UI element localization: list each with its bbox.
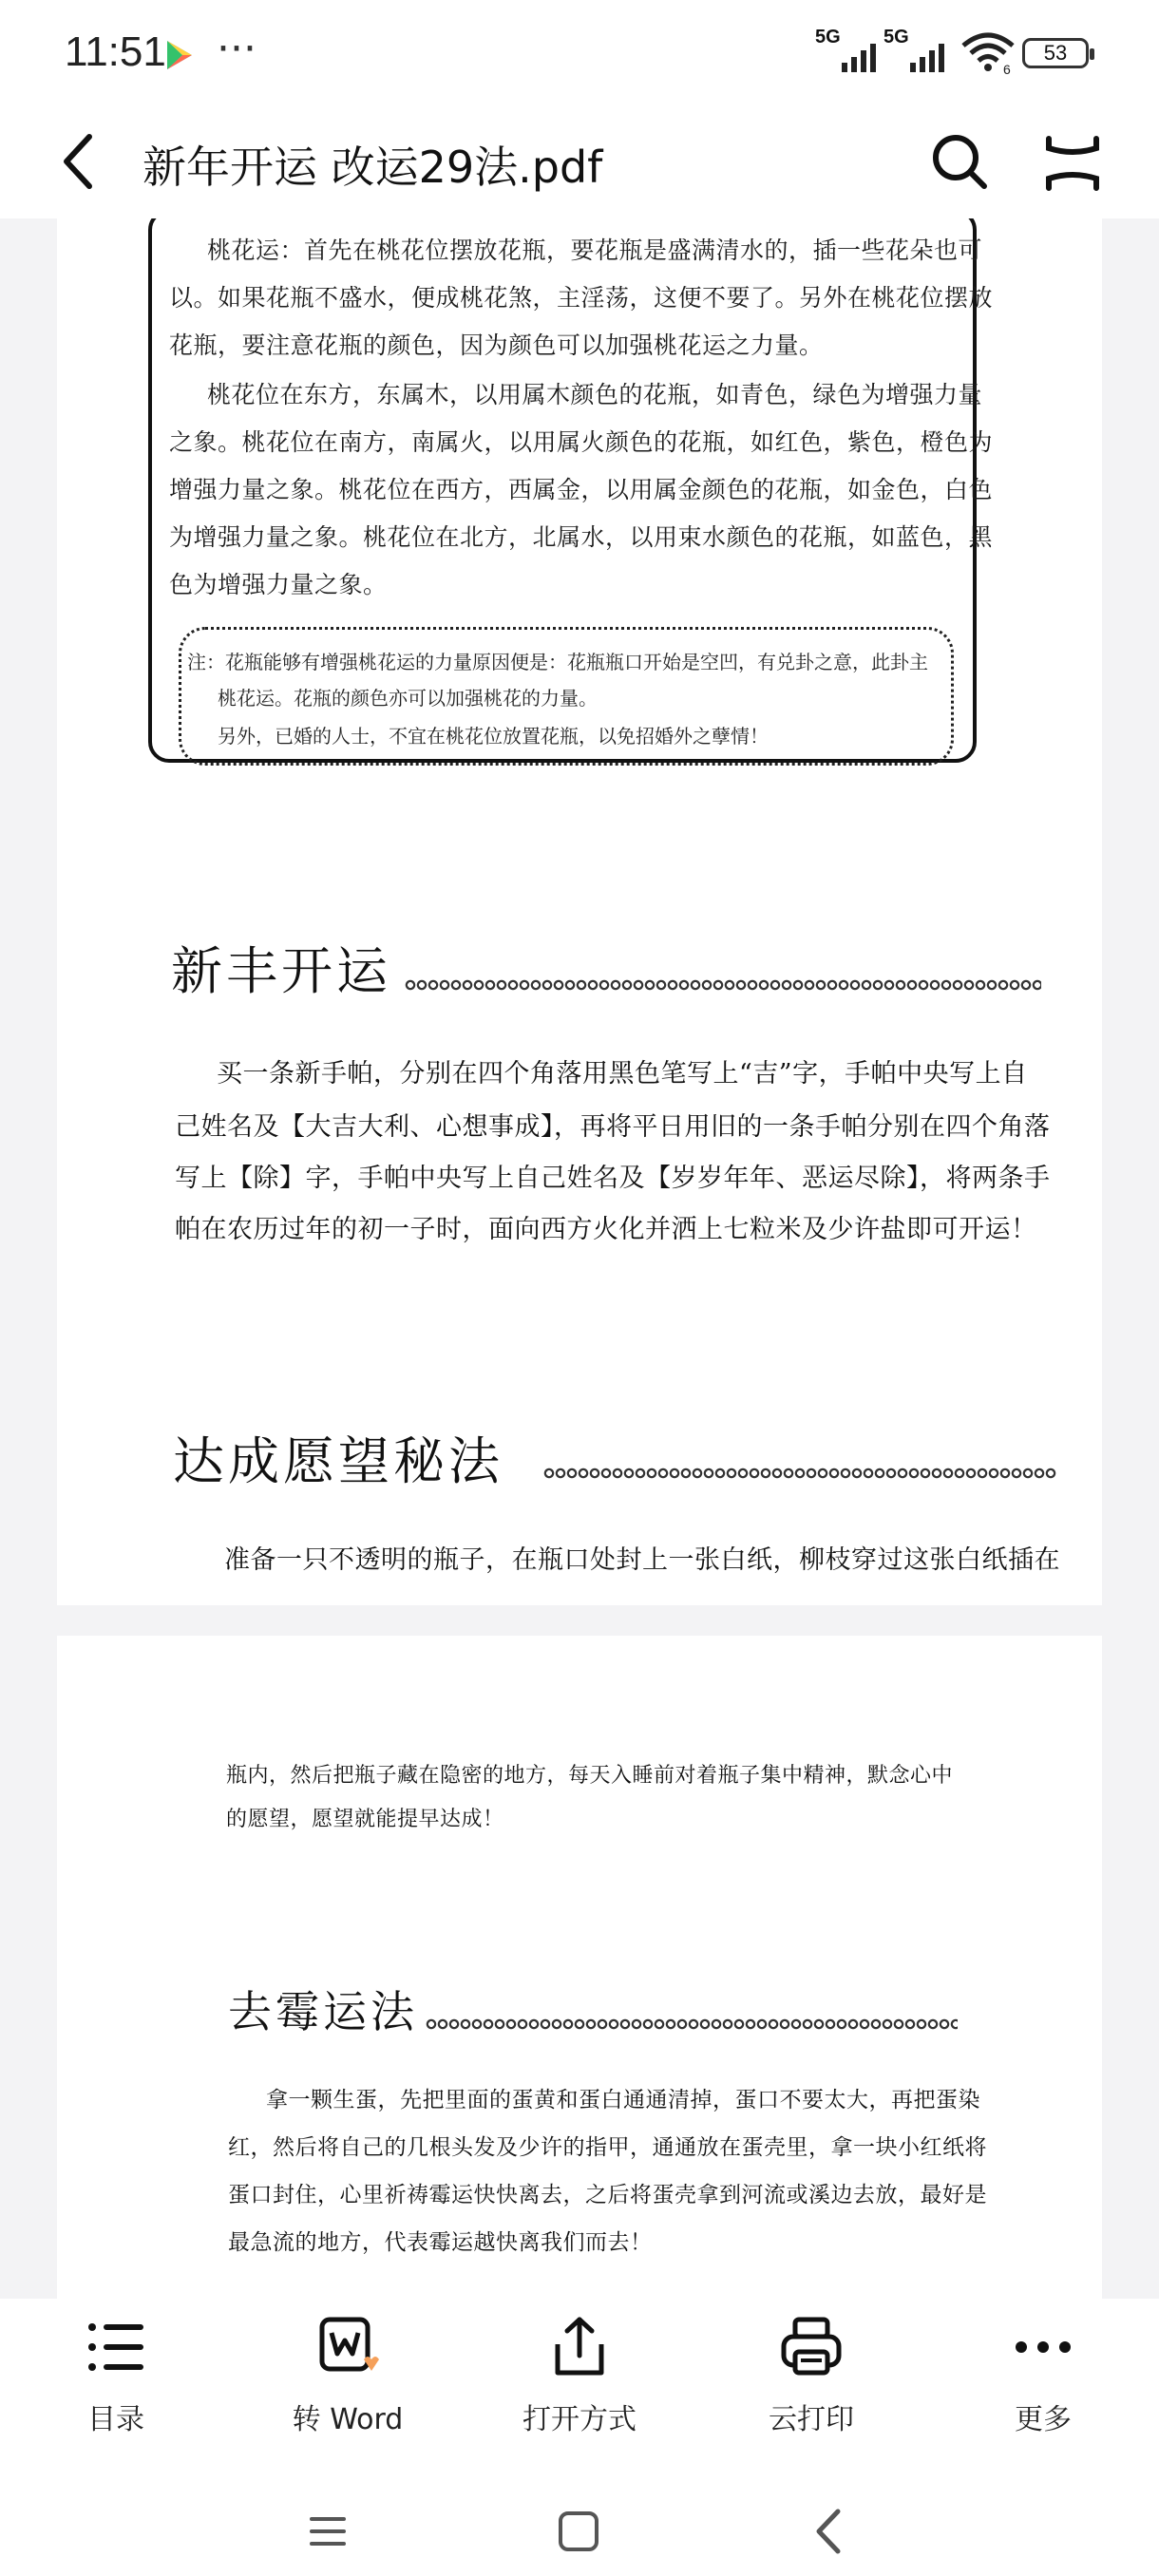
decorative-chain bbox=[405, 978, 1041, 992]
paragraph-line: 以。如果花瓶不盛水，便成桃花煞，主淫荡，这便不要了。另外在桃花位摆放 bbox=[169, 284, 994, 312]
section-heading: 去霉运法 bbox=[228, 1986, 418, 2037]
system-nav-bar bbox=[0, 2489, 1159, 2576]
section-heading: 新丰开运 bbox=[171, 941, 391, 1001]
app-header bbox=[0, 104, 1159, 218]
body-line: 蛋口封住，心里祈祷霉运快快离去，之后将蛋壳拿到河流或溪边去放，最好是 bbox=[228, 2183, 987, 2207]
paragraph-line: 桃花运：首先在桃花位摆放花瓶，要花瓶是盛满清水的，插一些花朵也可 bbox=[207, 237, 983, 264]
share-upload-icon bbox=[546, 2314, 613, 2380]
battery-level: 53 bbox=[1043, 41, 1068, 65]
status-overflow-icon: ··· bbox=[217, 25, 256, 73]
cloud-print-button[interactable] bbox=[716, 2314, 906, 2437]
body-line: 的愿望，愿望就能提早达成！ bbox=[226, 1808, 504, 1831]
paragraph-line: 桃花位在东方，东属木，以用属木颜色的花瓶，如青色，绿色为增强力量 bbox=[207, 381, 983, 408]
note-line: 桃花运。花瓶的颜色亦可以加强桃花的力量。 bbox=[218, 687, 598, 710]
more-button[interactable] bbox=[948, 2314, 1138, 2437]
body-line: 写上【除】字，手帕中央写上自己姓名及【岁岁年年、恶运尽除】，将两条手 bbox=[175, 1164, 1051, 1193]
note-line: 另外，已婚的人士，不宜在桃花位放置花瓶，以免招婚外之孽情！ bbox=[218, 725, 769, 748]
decorative-chain bbox=[543, 1467, 1056, 1480]
status-bar bbox=[0, 0, 1159, 104]
paragraph-line: 色为增强力量之象。 bbox=[169, 571, 388, 598]
status-time: 11:51 bbox=[65, 28, 166, 75]
decorative-chain bbox=[426, 2017, 958, 2031]
signal-label-1: 5G bbox=[815, 27, 841, 47]
body-line: 拿一颗生蛋，先把里面的蛋黄和蛋白通通清掉，蛋口不要太大，再把蛋染 bbox=[266, 2088, 980, 2112]
body-line: 瓶内，然后把瓶子藏在隐密的地方，每天入睡前对着瓶子集中精神，默念心中 bbox=[226, 1764, 954, 1788]
printer-icon bbox=[778, 2314, 845, 2380]
more-dots-icon bbox=[1010, 2314, 1076, 2380]
open-with-button[interactable] bbox=[484, 2314, 674, 2437]
paragraph-line: 花瓶，要注意花瓶的颜色，因为颜色可以加强桃花运之力量。 bbox=[169, 331, 824, 359]
back-arrow-icon[interactable] bbox=[57, 131, 99, 192]
toc-button[interactable] bbox=[21, 2314, 211, 2437]
body-line: 己姓名及【大吉大利、心想事成】，再将平日用旧的一条手帕分别在四个角落 bbox=[175, 1112, 1051, 1142]
recent-apps-icon[interactable] bbox=[306, 2510, 350, 2553]
note-line: 注：花瓶能够有增强桃花运的力量原因便是：花瓶瓶口开始是空凹，有兑卦之意，此卦主 bbox=[187, 651, 928, 673]
body-line: 准备一只不透明的瓶子，在瓶口处封上一张白纸，柳枝穿过这张白纸插在 bbox=[224, 1545, 1060, 1575]
convert-to-word-button[interactable] bbox=[253, 2314, 443, 2437]
battery-icon bbox=[1022, 38, 1089, 68]
toc-label: 目录 bbox=[87, 2403, 144, 2436]
to-word-label: 转 Word bbox=[292, 2403, 404, 2436]
word-convert-icon bbox=[314, 2314, 381, 2380]
body-line: 红，然后将自己的几根头发及少许的指甲，通通放在蛋壳里，拿一块小红纸将 bbox=[228, 2135, 987, 2160]
paragraph-line: 为增强力量之象。桃花位在北方，北属水，以用束水颜色的花瓶，如蓝色，黑 bbox=[169, 523, 994, 551]
more-label: 更多 bbox=[1015, 2403, 1072, 2436]
wifi-icon bbox=[960, 30, 1016, 74]
list-icon bbox=[83, 2314, 149, 2380]
section-heading: 达成愿望秘法 bbox=[173, 1431, 504, 1491]
body-line: 买一条新手帕，分别在四个角落用黑色笔写上“吉”字，手帕中央写上自 bbox=[217, 1059, 1028, 1089]
signal-label-2: 5G bbox=[884, 27, 909, 47]
pdf-page-1[interactable] bbox=[57, 218, 1102, 1605]
body-line: 帕在农历过年的初一子时，面向西方火化并洒上七粒米及少许盐即可开运！ bbox=[175, 1215, 1037, 1244]
reading-mode-icon[interactable] bbox=[1043, 135, 1102, 192]
note-box bbox=[179, 627, 954, 766]
play-store-icon bbox=[163, 38, 196, 72]
bottom-toolbar bbox=[0, 2299, 1159, 2489]
wifi-sub-label: 6 bbox=[1003, 62, 1011, 74]
body-line: 最急流的地方，代表霉运越快离我们而去！ bbox=[228, 2230, 653, 2255]
paragraph-line: 之象。桃花位在南方，南属火，以用属火颜色的花瓶，如红色，紫色，橙色为 bbox=[169, 428, 994, 456]
home-icon[interactable] bbox=[557, 2510, 600, 2553]
nav-back-icon[interactable] bbox=[809, 2508, 847, 2555]
open-with-label: 打开方式 bbox=[522, 2403, 636, 2436]
paragraph-line: 增强力量之象。桃花位在西方，西属金，以用属金颜色的花瓶，如金色，白色 bbox=[169, 476, 994, 503]
document-title: 新年开运 改运29法.pdf bbox=[142, 142, 603, 193]
search-icon[interactable] bbox=[929, 131, 990, 192]
pdf-page-2[interactable] bbox=[57, 1636, 1102, 2301]
cloud-print-label: 云打印 bbox=[769, 2403, 854, 2436]
